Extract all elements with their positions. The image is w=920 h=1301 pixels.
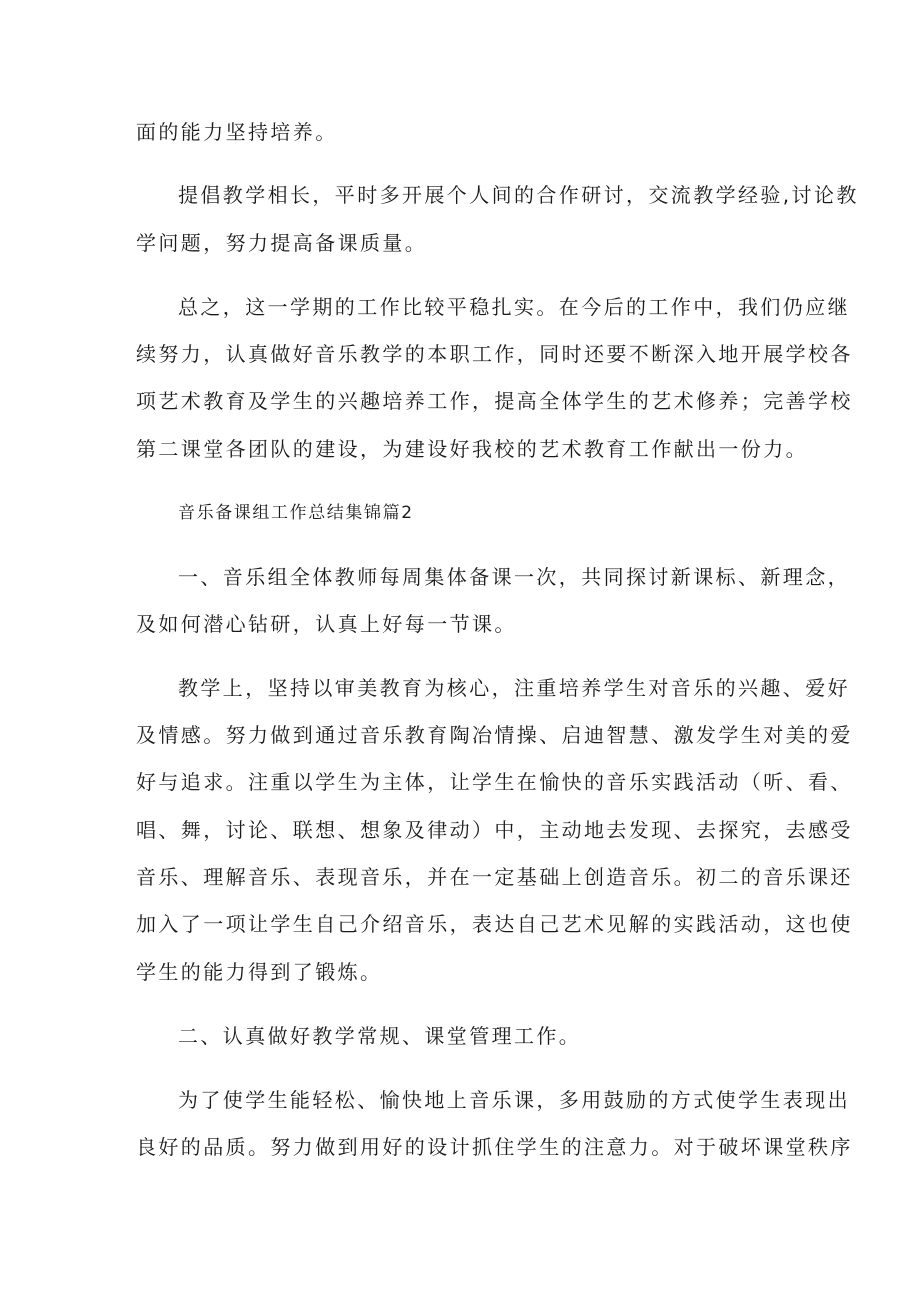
section-heading: 音乐备课组工作总结集锦篇2 [178, 503, 414, 523]
paragraph-line: 提倡教学相长，平时多开展个人间的合作研讨，交流教学经验,讨论教 [178, 183, 859, 207]
paragraph-line: 好与追求。注重以学生为主体，让学生在愉快的音乐实践活动（听、看、 [136, 770, 853, 794]
paragraph-line: 及情感。努力做到通过音乐教育陶冶情操、启迪智慧、激发学生对美的爱 [136, 723, 853, 747]
paragraph-line: 唱、舞，讨论、联想、想象及律动）中，主动地去发现、去探究，去感受 [136, 818, 853, 842]
paragraph-line: 一、音乐组全体教师每周集体备课一次，共同探讨新课标、新理念， [178, 565, 850, 589]
paragraph-line: 总之，这一学期的工作比较平稳扎实。在今后的工作中，我们仍应继 [178, 295, 850, 319]
paragraph-line: 为了使学生能轻松、愉快地上音乐课，多用鼓励的方式使学生表现出 [178, 1088, 850, 1112]
paragraph-line: 第二课堂各团队的建设，为建设好我校的艺术教育工作献出一份力。 [136, 437, 808, 461]
paragraph-line: 学生的能力得到了锻炼。 [136, 960, 383, 984]
paragraph-line: 教学上，坚持以审美教育为核心，注重培养学生对音乐的兴趣、爱好 [178, 676, 850, 700]
paragraph-line: 及如何潜心钻研，认真上好每一节课。 [136, 612, 517, 636]
paragraph-line: 音乐、理解音乐、表现音乐，并在一定基础上创造音乐。初二的音乐课还 [136, 865, 853, 889]
paragraph-line: 续努力，认真做好音乐教学的本职工作，同时还要不断深入地开展学校各 [136, 342, 853, 366]
paragraph-line: 项艺术教育及学生的兴趣培养工作，提高全体学生的艺术修养；完善学校 [136, 389, 853, 413]
paragraph-line: 良好的品质。努力做到用好的设计抓住学生的注意力。对于破坏课堂秩序 [136, 1135, 853, 1159]
paragraph-line: 二、认真做好教学常规、课堂管理工作。 [178, 1024, 582, 1048]
paragraph-line: 加入了一项让学生自己介绍音乐，表达自己艺术见解的实践活动，这也使 [136, 912, 853, 936]
paragraph-line: 面的能力坚持培养。 [136, 120, 338, 144]
paragraph-line: 学问题，努力提高备课质量。 [136, 231, 428, 255]
